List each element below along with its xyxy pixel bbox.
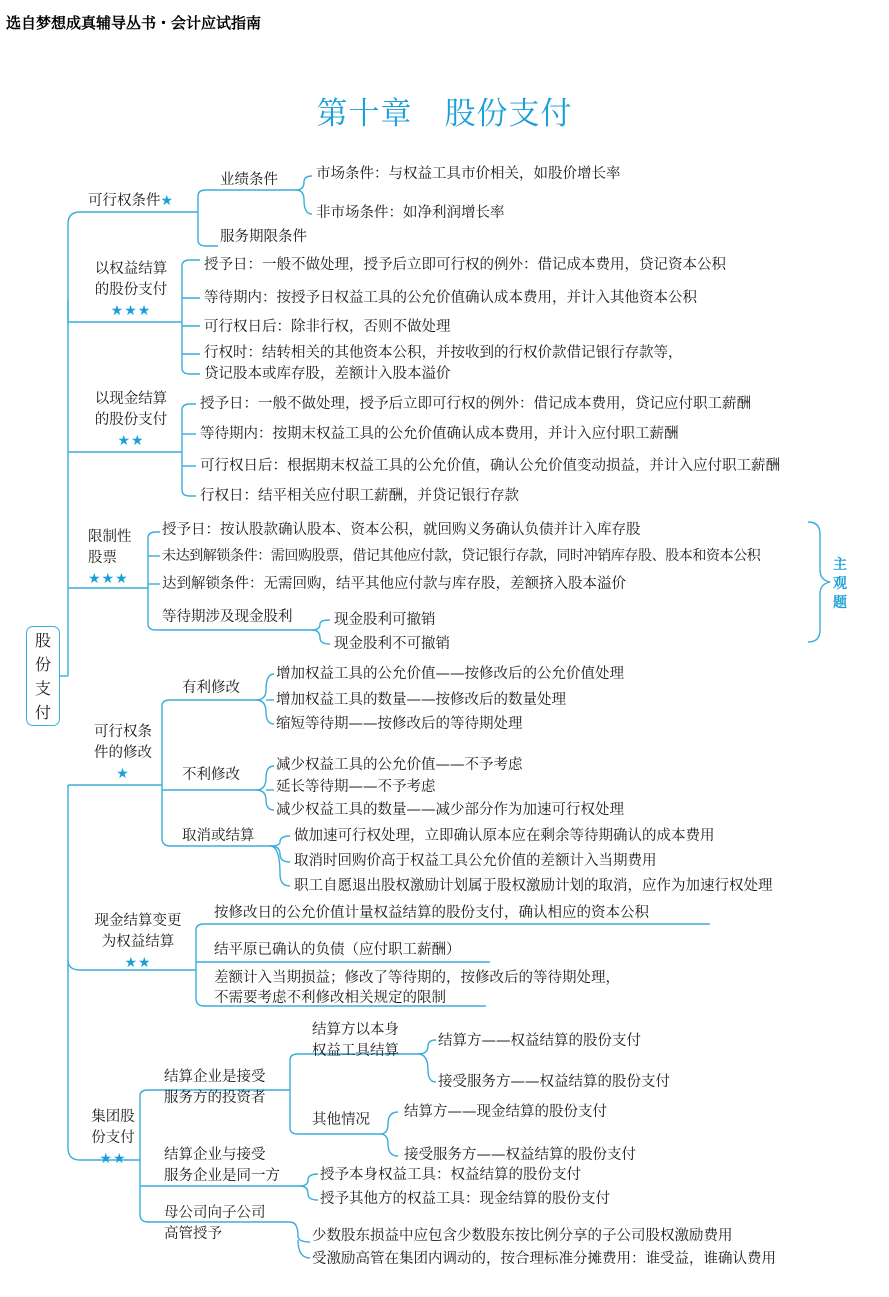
side-char: 题	[833, 595, 847, 611]
root-char: 支	[34, 679, 51, 698]
node-label-line: 集团股	[91, 1109, 135, 1125]
node-investor	[164, 1067, 266, 1109]
cash-to-equity-item: 结平原已确认的负债（应付职工薪酬）	[214, 942, 461, 958]
cash-item: 可行权日后：根据期末权益工具的公允价值，确认公允价值变动损益，并计入应付职工薪酬	[200, 458, 780, 474]
node-label-line: 限制性	[88, 529, 132, 545]
cash-to-equity-item: 按修改日的公允价值计量权益结算的股份支付，确认相应的资本公积	[214, 905, 649, 921]
own-equity-item: 结算方——权益结算的股份支付	[438, 1033, 641, 1049]
importance-stars: ★★	[99, 1151, 127, 1167]
favorable-item: 缩短等待期——按修改后的等待期处理	[276, 716, 523, 732]
node-service-condition: 服务期限条件	[220, 229, 307, 245]
node-cash-to-equity	[88, 911, 188, 974]
cash-item: 等待期内：按期末权益工具的公允价值确认成本费用，并计入应付职工薪酬	[200, 426, 679, 442]
other-item: 接受服务方——权益结算的股份支付	[404, 1147, 636, 1163]
cancel-item: 职工自愿退出股权激励计划属于股权激励计划的取消，应作为加速行权处理	[294, 878, 773, 894]
parent-item: 少数股东损益中应包含少数股东按比例分享的子公司股权激励费用	[312, 1228, 733, 1244]
restricted-item: 授予日：按认股款确认股本、资本公积，就回购义务确认负债并计入库存股	[162, 522, 641, 538]
unfavorable-item: 减少权益工具的公允价值——不予考虑	[276, 757, 523, 773]
node-restricted-stock	[88, 527, 132, 590]
cash-bottom	[182, 452, 196, 496]
node-label-line: 结算企业与接受	[164, 1147, 266, 1163]
node-cash-settled	[88, 389, 174, 452]
market-branch	[296, 176, 312, 190]
node-label: 可行权条件	[88, 193, 161, 209]
node-exercise-conditions	[88, 191, 174, 212]
equity-item: 授予日：一般不做处理，授予后立即可行权的例外：借记成本费用，贷记资本公积	[204, 257, 726, 273]
node-label-line: 份支付	[91, 1130, 135, 1146]
root-char: 股	[34, 631, 51, 650]
node-label-line: 可行权条	[94, 724, 152, 740]
node-non-market-condition: 非市场条件：如净利润增长率	[316, 205, 505, 221]
service-branch	[198, 212, 218, 246]
node-label-line: 结算企业是接受	[164, 1069, 266, 1085]
eq-top	[182, 260, 200, 322]
favorable-item: 增加权益工具的公允价值——按修改后的公允价值处理	[276, 666, 624, 682]
node-label-line: 结算方以本身	[312, 1022, 399, 1038]
node-label-line: 服务企业是同一方	[164, 1168, 280, 1184]
node-market-condition: 市场条件：与权益工具市价相关，如股价增长率	[316, 166, 621, 182]
node-other: 其他情况	[312, 1112, 370, 1128]
side-char: 主	[833, 557, 847, 573]
cash-to-equity-item: 不需要考虑不利修改相关规定的限制	[214, 990, 446, 1006]
node-label-line: 的股份支付	[94, 282, 168, 298]
node-cancel: 取消或结算	[182, 828, 255, 844]
same-item: 授予本身权益工具：权益结算的股份支付	[320, 1167, 581, 1183]
equity-item: 等待期内：按授予日权益工具的公允价值确认成本费用，并计入其他资本公积	[204, 290, 697, 306]
restricted-item: 达到解锁条件：无需回购，结平其他应付款与库存股，差额挤入股本溢价	[162, 576, 626, 592]
root-char: 份	[34, 655, 51, 674]
node-performance: 业绩条件	[220, 172, 278, 188]
node-equity-settled	[88, 259, 174, 322]
node-favorable: 有利修改	[182, 680, 240, 696]
side-char: 观	[833, 576, 847, 592]
importance-stars: ★★★	[88, 571, 129, 587]
root-node	[26, 626, 60, 726]
node-label-line: 高管授予	[164, 1226, 222, 1242]
restricted-dividend-label: 等待期涉及现金股利	[162, 609, 293, 625]
cash-item: 行权日：结平相关应付职工薪酬，并贷记银行存款	[200, 488, 519, 504]
unfavorable-item: 减少权益工具的数量——减少部分作为加速可行权处理	[276, 802, 624, 818]
same-item: 授予其他方的权益工具：现金结算的股份支付	[320, 1191, 610, 1207]
importance-stars: ★★	[117, 433, 145, 449]
equity-item: 行权时：结转相关的其他资本公积，并按收到的行权价款借记银行存款等，	[204, 345, 683, 361]
node-label-line: 服务方的投资者	[164, 1090, 266, 1106]
node-group	[88, 1107, 138, 1170]
book-header: 选自梦想成真辅导丛书・会计应试指南	[6, 14, 262, 32]
dividend-revocable: 现金股利可撤销	[334, 612, 436, 628]
parent-item: 受激励高管在集团内调动的，按合理标准分摊费用：谁受益，谁确认费用	[312, 1251, 776, 1267]
perf-branch	[198, 190, 296, 212]
node-same-entity	[164, 1145, 280, 1187]
cancel-item: 做加速可行权处理，立即确认原本应在剩余等待期确认的成本费用	[294, 828, 715, 844]
cash-top	[182, 404, 196, 452]
non-market-branch	[296, 190, 312, 214]
node-label-line: 以现金结算	[94, 391, 168, 407]
node-label-line: 为权益结算	[101, 934, 175, 950]
node-own-equity	[312, 1020, 399, 1062]
other-item: 结算方——现金结算的股份支付	[404, 1104, 607, 1120]
node-label-line: 以权益结算	[94, 261, 168, 277]
importance-stars: ★	[116, 766, 130, 782]
cancel-item: 取消时回购价高于权益工具公允价值的差额计入当期费用	[294, 853, 657, 869]
node-label-line: 母公司向子公司	[164, 1205, 266, 1221]
dividend-irrevocable: 现金股利不可撤销	[334, 636, 450, 652]
favorable-item: 增加权益工具的数量——按修改后的数量处理	[276, 692, 566, 708]
root-char: 付	[34, 703, 51, 722]
importance-stars: ★★★	[110, 303, 152, 319]
equity-item: 贷记股本或库存股，差额计入股本溢价	[204, 366, 451, 382]
cash-to-equity-item: 差额计入当期损益；修改了等待期的，按修改后的等待期处理，	[214, 970, 620, 986]
eq-bottom	[182, 322, 200, 374]
node-unfavorable: 不利修改	[182, 767, 240, 783]
node-label-line: 件的修改	[94, 745, 152, 761]
node-label-line: 的股份支付	[94, 412, 168, 428]
node-label-line: 权益工具结算	[312, 1043, 399, 1059]
node-label-line: 股票	[88, 550, 117, 566]
importance-stars: ★★	[124, 955, 152, 971]
node-label-line: 现金结算变更	[94, 913, 182, 929]
node-modification	[88, 722, 158, 785]
restricted-item: 未达到解锁条件：需回购股票，借记其他应付款，贷记银行存款，同时冲销库存股、股本和资本公积	[162, 548, 761, 564]
importance-stars: ★	[160, 193, 175, 209]
equity-item: 可行权日后：除非行权，否则不做处理	[204, 319, 451, 335]
chapter-title: 第十章 股份支付	[316, 96, 573, 132]
cash-item: 授予日：一般不做处理，授予后立即可行权的例外：借记成本费用，贷记应付职工薪酬	[200, 396, 751, 412]
node-parent	[164, 1203, 266, 1245]
unfavorable-item: 延长等待期——不予考虑	[276, 779, 436, 795]
subjective-question-label	[826, 556, 854, 613]
own-equity-item: 接受服务方——权益结算的股份支付	[438, 1074, 670, 1090]
